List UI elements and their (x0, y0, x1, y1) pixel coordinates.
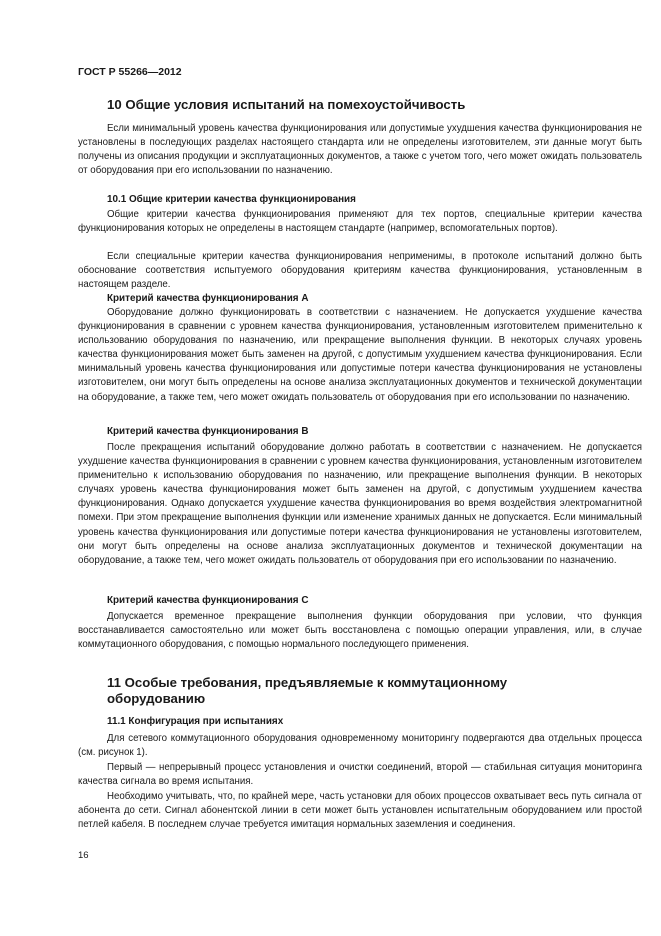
criterion-c-heading: Критерий качества функционирования С (107, 595, 309, 606)
document-header: ГОСТ Р 55266—2012 (78, 66, 182, 78)
criterion-b-heading: Критерий качества функционирования В (107, 426, 309, 437)
paragraph: Допускается временное прекращение выполнения функции оборудования при условии, что функция восстанавливается самостоятельно или может быть восстановлена с помощью операции управления, или, в случае коммутационного оборудования, с помощью нормального последующего применения. (78, 611, 642, 651)
paragraph: Необходимо учитывать, что, по крайней мере, часть установки для обоих процессов охватывает весь путь сигнала от абонента до сети. Сигнал абонентской линии в сети может быть установлен испытательным оборудованием или простой петлей кабеля. В последнем случае требуется имитация нормальных заземления и соединения. (78, 791, 642, 831)
section-11-heading: 11 Особые требования, предъявляемые к коммутационному оборудованию (107, 675, 508, 706)
paragraph: Если специальные критерии качества функционирования неприменимы, в протоколе испытаний должно быть обоснование соответствия испытуемого оборудования критериям качества функционирования, установленным в настоящем разделе. (78, 251, 642, 291)
paragraph: Если минимальный уровень качества функционирования или допустимые ухудшения качества функционирования не установлены в последующих разделах настоящего стандарта или не определены изготовителем, эти данные могут быть получены из описания продукции и эксплуатационных документов, а также с учетом того, чего может ожидать пользователь от оборудования при его использовании по назначению. (78, 123, 642, 177)
paragraph: Общие критерии качества функционирования применяют для тех портов, специальные критерии качества функционирования которых не определены в настоящем стандарте (например, вспомогательных портов). (78, 209, 642, 235)
section-10-heading: 10 Общие условия испытаний на помехоустойчивость (107, 97, 466, 112)
paragraph: Оборудование должно функционировать в соответствии с назначением. Не допускается ухудшение качества функционирования в сравнении с уровнем качества функционирования, установленным изготовителем применительно к использованию оборудования по назначению, или прекращение выполнения функции. В некоторых случаях уровень качества функционирования может быть заменен на другой, с допустимым ухудшением качества функционирования. Если минимальный уровень качества функционирования или допустимые потери качества функционирования не установлены изготовителем, они могут быть определены на основе анализа эксплуатационных документов и технической документации на оборудование, а также тем, чего может ожидать пользователь от оборудования при его использовании по назначению. (78, 307, 642, 403)
section-11-1-heading: 11.1 Конфигурация при испытаниях (107, 716, 284, 727)
paragraph: После прекращения испытаний оборудование должно работать в соответствии с назначением. Не допускается ухудшение качества функционирования в сравнении с уровнем качества функционирования, установленным изготовителем применительно к использованию оборудования по назначению, или прекращение выполнения функции. В некоторых случаях уровень качества функционирования может быть заменен на другой, с допустимым ухудшением качества функционирования. Однако допускается ухудшение качества функционирования во время воздействия электромагнитной помехи. При этом прекращение выполнения функции или изменение хранимых данных не допускается. Если минимальный уровень качества функционирования или допустимые потери качества функционирования не установлены изготовителем, они могут быть определены на основе анализа эксплуатационных документов и технической документации на оборудование, а также тем, чего может ожидать пользователь от оборудования при его использовании по назначению. (78, 442, 642, 566)
section-10-1-heading: 10.1 Общие критерии качества функционирования (107, 194, 356, 205)
page-number: 16 (78, 850, 89, 861)
paragraph: Для сетевого коммутационного оборудования одновременному мониторингу подвергаются два отдельных процесса (см. рисунок 1). (78, 733, 642, 759)
paragraph: Первый — непрерывный процесс установления и очистки соединений, второй — стабильная ситуация мониторинга качества сигнала во время испытания. (78, 762, 642, 788)
criterion-a-heading: Критерий качества функционирования А (107, 293, 309, 304)
